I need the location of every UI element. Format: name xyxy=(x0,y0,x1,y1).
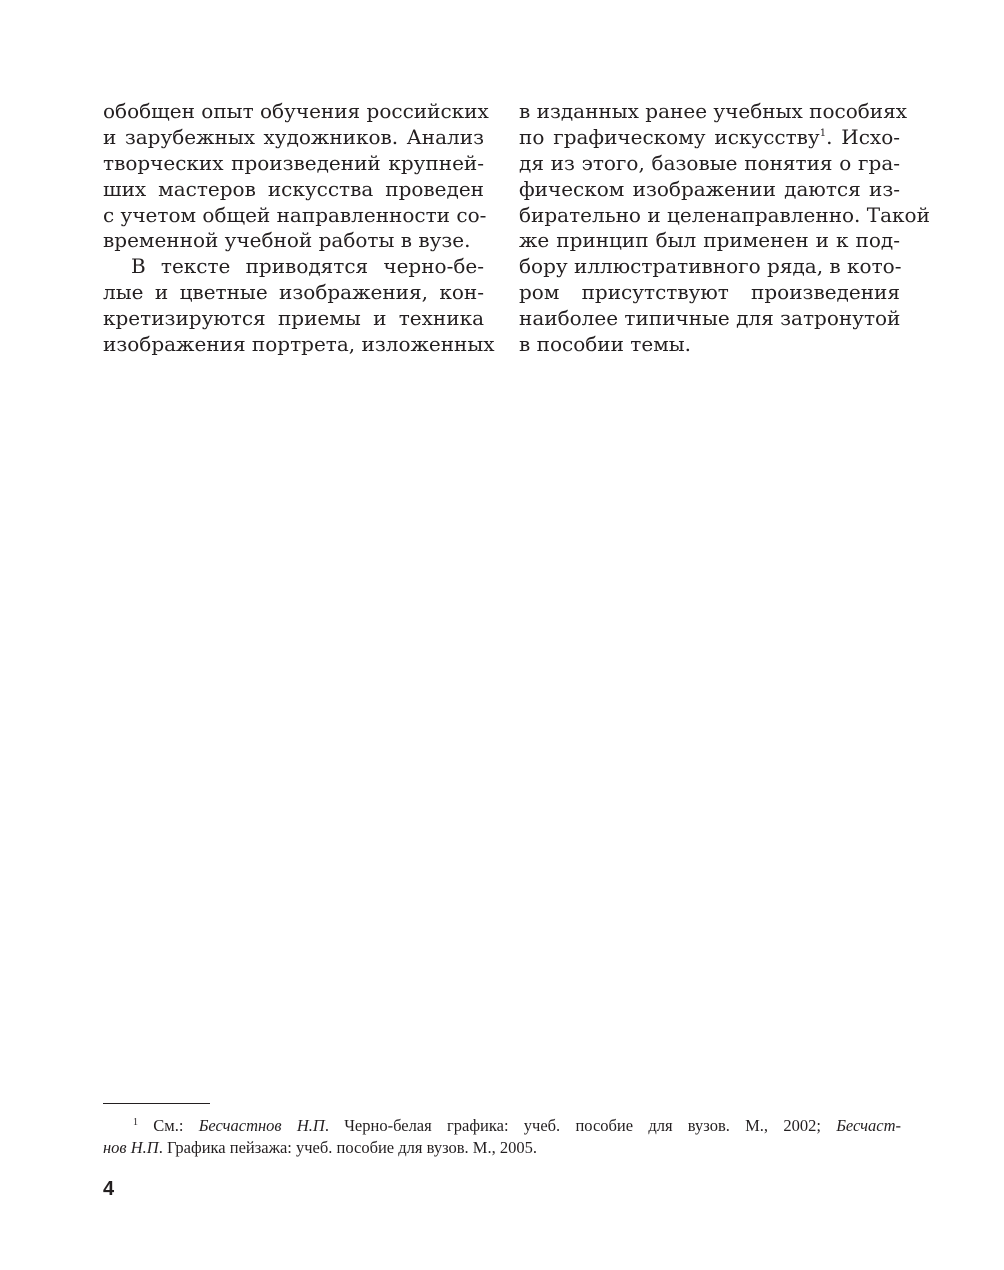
text-line: в изданных ранее учебных пособиях xyxy=(519,99,908,123)
page-number: 4 xyxy=(103,1178,115,1200)
text: по графическому искусству xyxy=(519,124,820,149)
paragraph xyxy=(103,254,495,358)
footnote-line xyxy=(103,1115,901,1137)
text-line: лые и цветные изображения, кон- xyxy=(103,280,484,305)
text-line: творческих произведений крупней- xyxy=(103,150,484,175)
footnote xyxy=(103,1115,901,1159)
text: . Графика пейзажа: учеб. пособие для вузов. М., 2005. xyxy=(158,1138,537,1157)
text-line: и зарубежных художников. Анализ xyxy=(103,124,484,149)
text: . Исхо- xyxy=(826,124,900,149)
text-line: В тексте приводятся черно-бе- xyxy=(131,254,484,279)
text-line: дя из этого, базовые понятия о гра- xyxy=(519,150,900,175)
left-column xyxy=(103,99,495,358)
text-line: изображения портрета, изложенных xyxy=(103,332,495,357)
text-line: с учетом общей направленности со- xyxy=(103,202,487,227)
footnote-marker: 1 xyxy=(133,1117,138,1128)
author: Бесчаст- xyxy=(836,1116,901,1135)
text-line: временной учебной работы в вузе. xyxy=(103,228,471,253)
footnote-reference[interactable]: 1 xyxy=(819,127,827,139)
footnote-line xyxy=(103,1137,901,1159)
author: Бесчастнов Н.П xyxy=(198,1116,325,1135)
author: нов Н.П xyxy=(103,1138,159,1157)
text-line: же принцип был применен и к под- xyxy=(519,228,900,253)
text-line: кретизируются приемы и техника xyxy=(103,306,484,331)
text: . Черно-белая графика: учеб. пособие для вузов. М., 2002; xyxy=(324,1116,837,1135)
footnote-divider xyxy=(103,1103,210,1104)
text-line: в пособии темы. xyxy=(519,332,692,357)
text-line: фическом изображении даются из- xyxy=(519,176,900,201)
text-line: ром присутствуют произведения xyxy=(519,280,900,305)
text: См.: xyxy=(153,1116,199,1135)
text-line: наиболее типичные для затронутой xyxy=(519,306,901,331)
right-column xyxy=(519,99,930,358)
text-line: бору иллюстративного ряда, в кото- xyxy=(519,254,902,279)
text-line: ших мастеров искусства проведен xyxy=(103,176,484,201)
text-line: бирательно и целенаправленно. Такой xyxy=(519,202,930,227)
text-line xyxy=(519,125,900,151)
text-line: обобщен опыт обучения российских xyxy=(103,99,489,123)
paragraph xyxy=(103,99,489,254)
